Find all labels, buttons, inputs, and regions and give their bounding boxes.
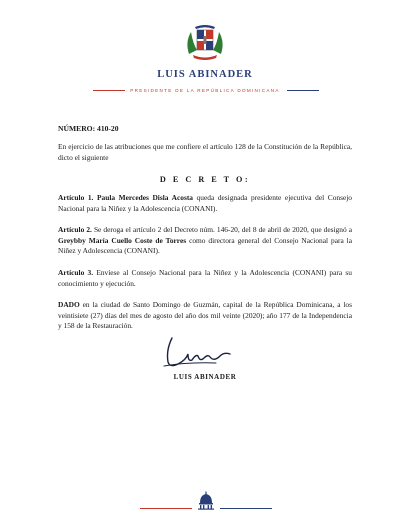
article-2-name: Greybby María Cuello Coste de Torres (58, 235, 187, 245)
coat-of-arms-icon (183, 24, 227, 64)
article-2 (58, 225, 352, 257)
article-3 (58, 268, 352, 289)
dado-label: DADO (58, 300, 80, 309)
palace-dome-icon (196, 490, 216, 510)
header-rule-right (287, 90, 319, 91)
header-title: PRESIDENTE DE LA REPÚBLICA DOMINICANA (130, 88, 280, 93)
handwritten-signature-icon (158, 332, 238, 372)
decree-number: NÚMERO: 410-20 (58, 124, 119, 133)
article-3-text: Envíese al Consejo Nacional para la Niñez y la Adolescencia (CONANI) para su conocimiento y ejecución. (58, 268, 352, 288)
decree-heading: D E C R E T O: (159, 175, 251, 184)
article-2-label: Artículo 2. (58, 225, 92, 234)
header-name: LUIS ABINADER (157, 69, 253, 80)
footer-rule-right (220, 508, 272, 509)
article-1 (58, 193, 352, 214)
article-3-label: Artículo 3. (58, 268, 94, 277)
dado-paragraph (58, 300, 352, 332)
signer-name: LUIS ABINADER (173, 373, 237, 381)
article-1-text: queda designada presidente ejecutiva del Consejo Nacional para la Niñez y la Adolescencia (CONANI). (58, 193, 352, 213)
decree-intro: En ejercicio de las atribuciones que me confiere el artículo 128 de la Constitución de la República, dicto el siguiente (58, 142, 352, 162)
dado-text: en la ciudad de Santo Domingo de Guzmán, capital de la República Dominicana, a los veintisiete (27) días del mes de agosto del año dos mil veinte (2020); año 177 de la Independencia y 158 de la Restauración. (58, 300, 352, 331)
article-2-text-a: Se deroga el artículo 2 del Decreto núm. 146-20, del 8 de abril de 2020, que designó a (93, 225, 352, 234)
article-1-label: Artículo 1. (58, 193, 94, 202)
article-2-text-b: como directora general del Consejo Nacional para la Niñez y Adolescencia (CONANI). (58, 235, 352, 256)
article-1-name: Paula Mercedes Disla Acosta (97, 193, 193, 202)
footer-rule-left (140, 508, 192, 509)
